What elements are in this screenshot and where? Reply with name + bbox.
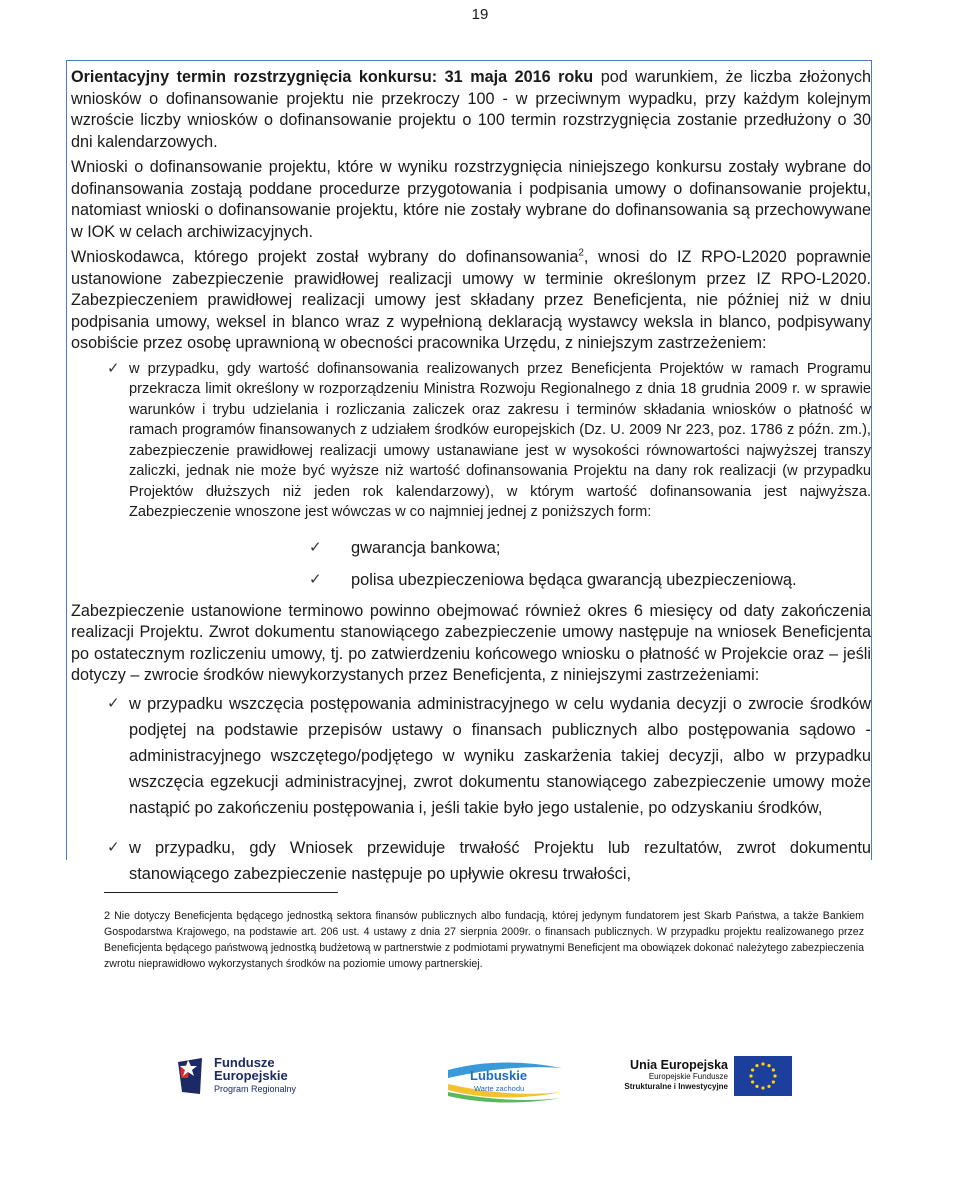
eu-flag-icon: [734, 1056, 792, 1096]
ue-subtitle-1: Europejskie Fundusze: [648, 1072, 728, 1081]
list-item: [129, 569, 871, 591]
footnote: [104, 908, 864, 972]
paragraph-selected-applications: Wnioski o dofinansowanie projektu, które w wyniku rozstrzygnięcia niniejszego konkursu zostały wybrane do dofinansowania zostają poddane procedurze przygotowania i podpisania umowy o dofinansowanie projektu, natomiast wnioski o dofinansowanie projektu, które nie zostały wybrane do dofinansowania są przechowywane w IOK w celach archiwizacyjnych.: [71, 158, 871, 241]
security-text-a: Wnioskodawca, którego projekt został wybrany do dofinansowania: [71, 248, 579, 266]
paragraph-security: [71, 247, 871, 355]
footnote-text: Nie dotyczy Beneficjenta będącego jednostką sektora finansów publicznych albo fundacją, której jedynym fundatorem jest Skarb Państwa, a także Bankiem Gospodarstwa Krajowego, na podstawie art. 206 ust. 4 ustawy z dnia 27 sierpnia 2009r. o finansach publicznych. W przypadku projektu realizowanego przez Beneficjenta będącego państwową jednostką budżetową w partnerstwie z podmiotami prywatnymi Beneficjent ma obowiązek dokonać należytego zabezpieczenia zwrotu nieprawidłowo wykorzystanych środków na poziomie umowy partnerskiej.: [104, 910, 864, 970]
logo-bar: [0, 1050, 960, 1110]
list-item: [71, 835, 871, 887]
ue-title: Unia Europejska: [630, 1058, 728, 1072]
paragraph-deadline: [71, 67, 871, 153]
checkmark-icon: ✓: [107, 694, 120, 712]
fe-title-1: Fundusze: [214, 1055, 275, 1070]
unia-europejska-logo: [612, 1056, 802, 1106]
list-item-text: w przypadku wszczęcia postępowania administracyjnego w celu wydania decyzji o zwrocie środków podjętej na podstawie przepisów ustawy o finansach publicznych albo postępowania sądowo -administracyjnego wszczętego/podjętego w wyniku zaskarżenia takiej decyzji, albo w przypadku wszczęcia egzekucji administracyjnej, zwrot dokumentu stanowiącego zabezpieczenie umowy może nastąpić po zakończeniu postępowania i, jeśli takie było jego ustalenie, po odzyskaniu środków,: [129, 694, 871, 817]
list-item: [129, 537, 871, 559]
list-item-text: w przypadku, gdy wartość dofinansowania realizowanych przez Beneficjenta Projektów w ramach Programu przekracza limit określony w rozporządzeniu Ministra Rozwoju Regionalnego z dnia 18 grudnia 2009 r. w sprawie warunków i trybu udzielania i rozliczania zaliczek oraz zakresu i terminów składania wniosków o płatność w ramach programów finansowanych z udziałem środków europejskich (Dz. U. 2009 Nr 223, poz. 1786 z późn. zm.), zabezpieczenie prawidłowej realizacji umowy ustanawiane jest w wysokości równowartości najwyższej transzy zaliczki, jednak nie może być wyższe niż wartość dofinansowania Projektu na dany rok realizacji (w przypadku Projektów dłuższych niż jeden rok kalendarzowy), w którym wartość dofinansowania jest najwyższa. Zabezpieczenie wnoszone jest wówczas w co najmniej jednej z poniższych form:: [129, 360, 871, 520]
fe-flag-icon: [176, 1056, 204, 1096]
checkmark-icon: ✓: [309, 570, 322, 588]
checklist-return: [71, 691, 871, 887]
lubuskie-slogan: Warte zachodu: [474, 1084, 525, 1093]
checkmark-icon: ✓: [107, 838, 120, 856]
footnote-mark: 2: [104, 910, 111, 922]
fe-subtitle: Program Regionalny: [214, 1084, 297, 1094]
document-body: [66, 60, 872, 883]
fe-title-2: Europejskie: [214, 1068, 288, 1083]
lubuskie-logo: [440, 1056, 570, 1106]
lubuskie-title: Lubuskie: [470, 1068, 528, 1083]
checklist-forms: [129, 537, 871, 591]
list-item-text: w przypadku, gdy Wniosek przewiduje trwałość Projektu lub rezultatów, zwrot dokumentu stanowiącego zabezpieczenie następuje po upływie okresu trwałości,: [129, 838, 871, 883]
list-item-text: gwarancja bankowa;: [351, 538, 501, 557]
checkmark-icon: ✓: [309, 538, 322, 556]
list-item: [71, 691, 871, 821]
list-item-text: polisa ubezpieczeniowa będąca gwarancją ubezpieczeniową.: [351, 570, 797, 589]
footnote-divider: [104, 892, 338, 893]
deadline-bold: Orientacyjny termin rozstrzygnięcia konkursu: 31 maja 2016 roku: [71, 68, 594, 86]
page-number: 19: [471, 6, 489, 23]
checklist-security: [71, 359, 871, 591]
security-text-b: , wnosi do IZ RPO-L2020 poprawnie ustanowione zabezpieczenie prawidłowej realizacji umowy w terminie określonym przez IZ RPO-L2020. Zabezpieczeniem prawidłowej realizacji umowy jest składany przez Beneficjenta, nie później niż w dniu podpisania umowy, weksel in blanco wraz z wypełnioną deklaracją wystawcy weksla in blanco, podpisywany osobiście przez osobę uprawnioną w obecności pracownika Urzędu, z niniejszym zastrzeżeniem:: [71, 248, 871, 352]
deadline-text: pod warunkiem, że liczba złożonych wniosków o dofinansowanie projektu nie przekroczy 100 - w przeciwnym wypadku, przy każdym kolejnym wzroście liczby wniosków o dofinansowanie projektu o 100 termin rozstrzygnięcia zostanie przedłużony o 30 dni kalendarzowych.: [71, 68, 871, 151]
paragraph-security-period: Zabezpieczenie ustanowione terminowo powinno obejmować również okres 6 miesięcy od daty zakończenia realizacji Projektu. Zwrot dokumentu stanowiącego zabezpieczenie umowy następuje na wniosek Beneficjenta po ostatecznym rozliczeniu umowy, tj. po zatwierdzeniu końcowego wniosku o płatność w Projekcie oraz – jeśli dotyczy – zwrocie środków niewykorzystanych przez Beneficjenta, z niniejszymi zastrzeżeniami:: [71, 601, 871, 684]
checkmark-icon: ✓: [107, 359, 120, 377]
list-item: [71, 359, 871, 591]
footnote-ref: 2: [578, 247, 584, 259]
ue-subtitle-2: Strukturalne i Inwestycyjne: [624, 1082, 728, 1091]
